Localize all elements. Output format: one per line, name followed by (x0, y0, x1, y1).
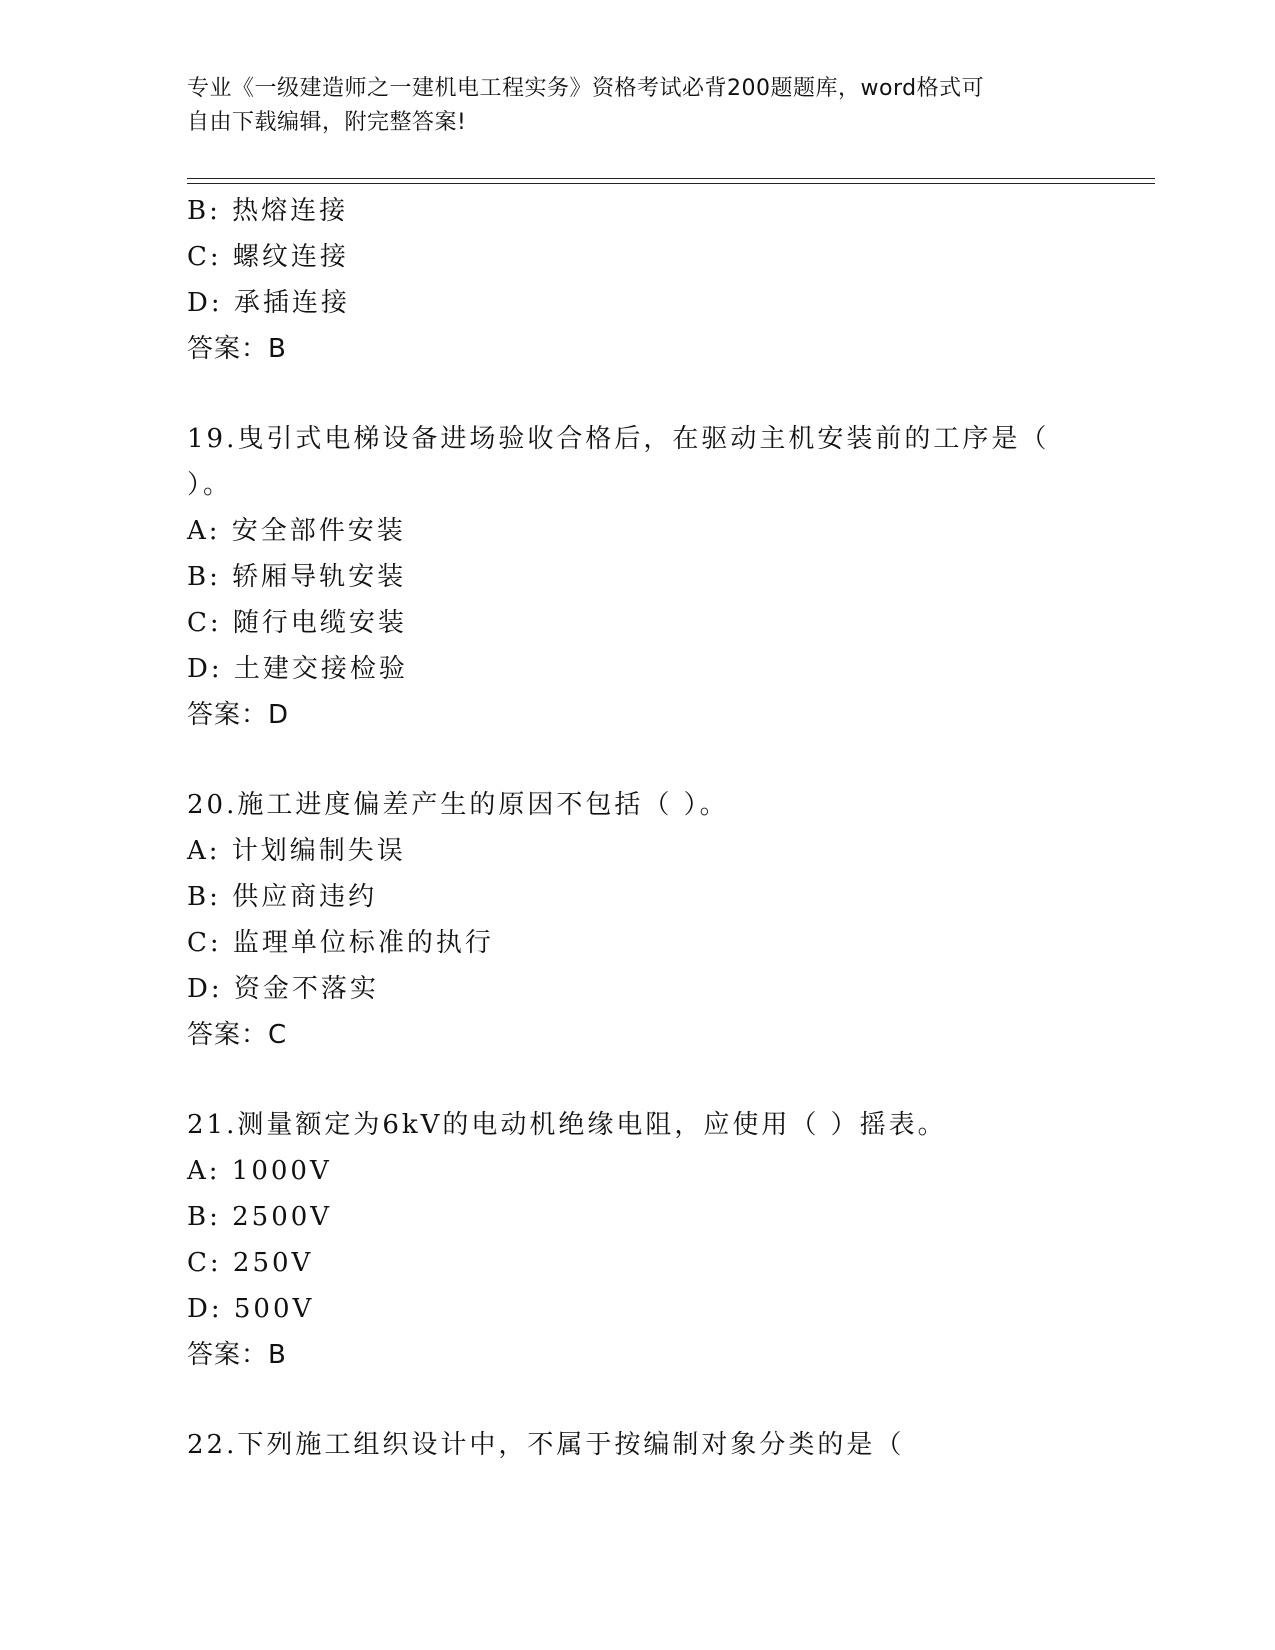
header-divider-top (187, 178, 1155, 179)
answer-line: 答案：B (187, 1340, 287, 1370)
question-list (187, 188, 1087, 1468)
option-c: C: 随行电缆安装 (187, 608, 407, 638)
question-stem: 20.施工进度偏差产生的原因不包括（ ）。 (187, 790, 729, 820)
option-c: C: 250V (187, 1248, 314, 1278)
option-d: D: 500V (187, 1294, 315, 1324)
option-c: C: 监理单位标准的执行 (187, 928, 494, 958)
answer-line: 答案：D (187, 700, 290, 730)
option-a: A: 1000V (187, 1156, 332, 1186)
spacer (187, 738, 1087, 782)
question-19 (187, 416, 1087, 738)
question-20 (187, 782, 1087, 1058)
option-a: A: 安全部件安装 (187, 516, 406, 546)
question-stem-continued: ）。 (187, 470, 233, 500)
option-a: A: 计划编制失误 (187, 836, 406, 866)
answer-line: 答案：C (187, 1020, 288, 1050)
spacer (187, 1058, 1087, 1102)
header-divider-bottom (187, 183, 1155, 184)
question-stem: 21.测量额定为6kV的电动机绝缘电阻，应使用（ ）摇表。 (187, 1110, 947, 1140)
option-d: D: 承插连接 (187, 288, 350, 318)
spacer (187, 1378, 1087, 1422)
option-d: D: 土建交接检验 (187, 654, 408, 684)
spacer (187, 372, 1087, 416)
option-b: B: 供应商违约 (187, 882, 378, 912)
option-b: B: 热熔连接 (187, 196, 349, 226)
question-21 (187, 1102, 1087, 1378)
header-title-line-2: 自由下载编辑，附完整答案! (187, 110, 467, 135)
question-22 (187, 1422, 1087, 1468)
answer-line: 答案：B (187, 334, 287, 364)
option-b: B: 2500V (187, 1202, 333, 1232)
header-title-line-1: 专业《一级建造师之一建机电工程实务》资格考试必背200题题库，word格式可 (187, 76, 985, 101)
option-c: C: 螺纹连接 (187, 242, 349, 272)
question-18 (187, 188, 1087, 372)
document-header (187, 72, 1087, 140)
question-stem: 22.下列施工组织设计中，不属于按编制对象分类的是（ (187, 1430, 905, 1460)
option-d: D: 资金不落实 (187, 974, 379, 1004)
option-b: B: 轿厢导轨安装 (187, 562, 407, 592)
question-stem: 19.曳引式电梯设备进场验收合格后，在驱动主机安装前的工序是（ (187, 424, 1050, 454)
